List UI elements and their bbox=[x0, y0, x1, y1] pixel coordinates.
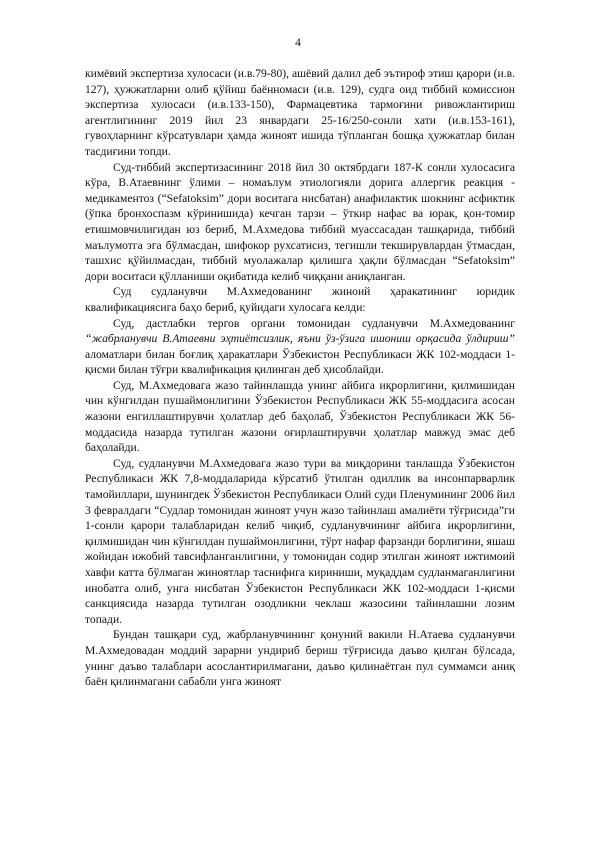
paragraph-4-text-before: Суд, дастлабки тергов органи томонидан судланувчи М.Ахмедованинг bbox=[113, 316, 515, 330]
paragraph-4-italic-quote: “жабрланувчи В.Атаевни эҳтиётсизлик, яъни ўз-ўзига ишониш орқасида ўлдириш” bbox=[85, 332, 515, 346]
paragraph-1: кимёвий экспертиза хулосаси (и.в.79-80), ашёвий далил деб эътироф этиш қарори (и.в. 127), ҳужжатларни олиб қўйиш баённомаси (и.в. 129), судга оид тиббий комиссион экспертиза хулосаси (и.в.133-150), Фармацевтика тармоғини ривожлантириш агентлигининг 2019 йил 23 январдаги 25-16/250-сонли хати (и.в.153-161), гувоҳларнинг кўрсатувлари ҳамда жиноят ишида тўпланган бошқа ҳужжатлар билан тасдиғини топди. bbox=[85, 67, 515, 158]
document-body bbox=[85, 66, 515, 690]
paragraph-6: Суд, судланувчи М.Ахмедовага жазо тури ва миқдорини танлашда Ўзбекистон Республикаси ЖК 7,8-моддаларида кўрсатиб ўтилган одиллик ва инсонпарварлик тамойиллари, шунингдек Ўзбекистон Республикаси Олий суди Пленумининг 2006 йил 3 февралдаги “Судлар томонидан жиноят учун жазо тайинлаш амалиёти тўғрисида”ги 1-сонли қарори талабларидан келиб чиқиб, судланувчининг айбига иқрорлигини, қилмишидан чин кўнгилдан пушаймонлигини, тўрт нафар фарзанди борлигини, яшаш жойидан ижобий тавсифланганлигини, у томонидан содир этилган жиноят ижтимоий хавфи катта бўлмаган жиноятлар таснифига кириниши, муқаддам судланмаганлигини инобатга олиб, унга нисбатан Ўзбекистон Республикаси ЖК 102-моддаси 1-қисми санкциясида назарда тутилган озодликни чеклаш жазосини тайинлашни лозим топади. bbox=[85, 456, 515, 626]
paragraph-4-text-after: аломатлари билан боғлиқ ҳаракатлари Ўзбекистон Республикаси ЖК 102-моддаси 1-қисми билан тўғри квалификация қилинган деб ҳисоблайди. bbox=[85, 347, 515, 377]
paragraph-3: Суд судланувчи М.Ахмедованинг жиноий ҳаракатининг юридик квалификациясига баҳо бериб, қуйидаги хулосага келди: bbox=[85, 285, 515, 314]
paragraph-2: Суд-тиббий экспертизасининг 2018 йил 30 октябрдаги 187-К сонли хулосасига кўра, В.Атаевнинг ўлими – номаълум этиологияли дорига аллергик реакция - медикаментоз (“Sefatoksim” дори воситага нисбатан) анафилактик шокнинг асфиктик (ўпка бронхоспазм кўринишида) кечган тарзи – ўткир нафас ва юрак, қон-томир етишмовчилигидан юз бериб, М.Ахмедова тиббий муассасадан ташқарида, тиббий маълумотга эга бўлмасдан, шифокор рухсатисиз, тегишли текширувлардан ўтмасдан, ташхис қўйилмасдан, тиббий муолажалар қилишга ҳақли бўлмасдан “Sefatoksim” дори воситаси қўлланиши оқибатида келиб чиққани аниқланган. bbox=[85, 160, 515, 283]
paragraph-5: Суд, М.Ахмедовага жазо тайинлашда унинг айбига иқрорлигини, қилмишидан чин кўнгилдан пушаймонлигини Ўзбекистон Республикаси ЖК 55-моддасига асосан жазони енгиллаштирувчи ҳолатлар деб баҳолаб, Ўзбекистон Республикаси ЖК 56-моддасида назарда тутилган жазони оғирлаштирувчи ҳолатлар мавжуд эмас деб баҳолайди. bbox=[85, 378, 515, 455]
paragraph-7: Бундан ташқари суд, жабрланувчининг қонуний вакили Н.Атаева судланувчи М.Ахмедовадан моддий зарарни ундириб бериш тўғрисида даъво қилган бўлсада, унинг даъво талаблари асослантирилмагани, даъво қилинаётган пул суммамси аниқ баён қилинмагани сабабли унга жиноят bbox=[85, 628, 515, 689]
page-number: 4 bbox=[295, 37, 301, 49]
paragraph-4 bbox=[85, 316, 515, 378]
